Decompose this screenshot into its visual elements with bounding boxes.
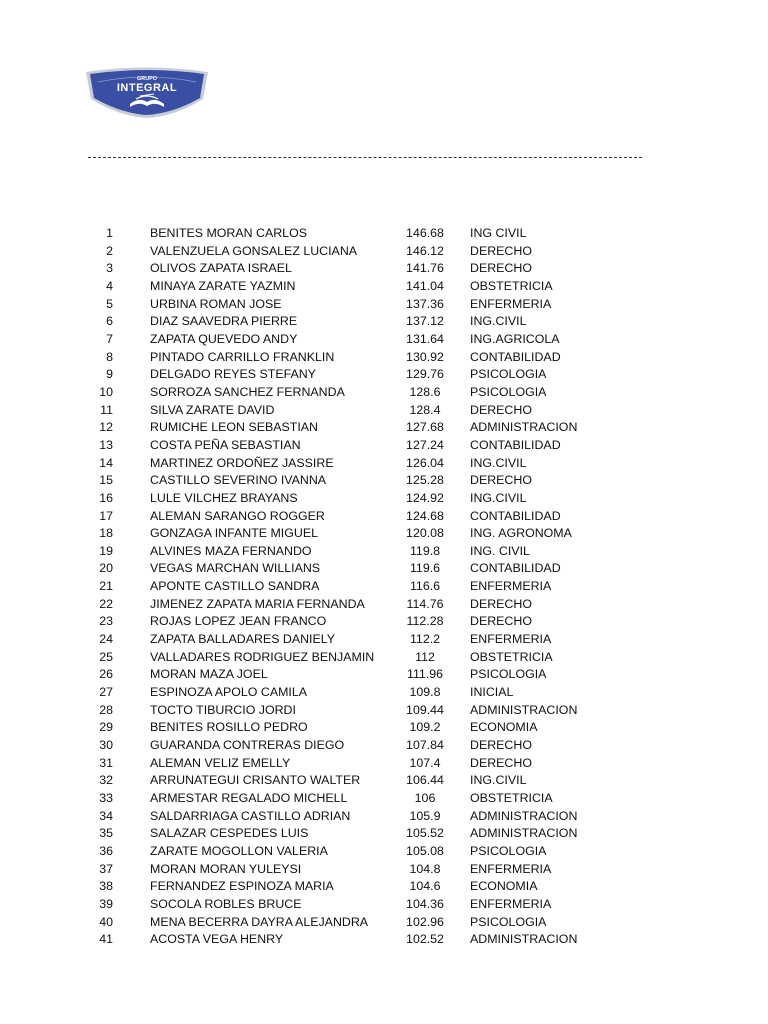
career-cell: PSICOLOGIA (470, 384, 547, 399)
career-cell: PSICOLOGIA (470, 914, 547, 929)
rank-cell: 38 (99, 879, 113, 894)
rank-cell: 23 (99, 614, 113, 629)
results-table (0, 225, 768, 949)
career-cell: ADMINISTRACION (470, 702, 578, 717)
table-row (0, 278, 768, 296)
student-name-cell: GUARANDA CONTRERAS DIEGO (150, 738, 345, 753)
table-row (0, 808, 768, 826)
table-row (0, 419, 768, 437)
rank-cell: 25 (99, 649, 113, 664)
student-name-cell: RUMICHE LEON SEBASTIAN (150, 420, 318, 435)
table-row (0, 384, 768, 402)
rank-cell: 32 (99, 773, 113, 788)
rank-cell: 27 (99, 685, 113, 700)
score-cell: 105.9 (409, 808, 441, 823)
student-name-cell: SALAZAR CESPEDES LUIS (150, 826, 309, 841)
score-cell: 104.36 (406, 896, 444, 911)
career-cell: ING.CIVIL (470, 455, 527, 470)
table-row (0, 649, 768, 667)
rank-cell: 15 (99, 473, 113, 488)
career-cell: ING.AGRICOLA (470, 331, 560, 346)
score-cell: 125.28 (406, 473, 444, 488)
rank-cell: 11 (100, 402, 113, 417)
rank-cell: 2 (106, 243, 113, 258)
career-cell: ADMINISTRACION (470, 932, 578, 947)
rank-cell: 1 (106, 226, 113, 240)
table-row (0, 331, 768, 349)
table-row (0, 755, 768, 773)
score-cell: 104.8 (409, 861, 441, 876)
student-name-cell: SILVA ZARATE DAVID (150, 402, 275, 417)
table-row (0, 402, 768, 420)
table-row (0, 366, 768, 384)
student-name-cell: OLIVOS ZAPATA ISRAEL (150, 261, 292, 276)
student-name-cell: SALDARRIAGA CASTILLO ADRIAN (150, 808, 351, 823)
student-name-cell: MORAN MORAN YULEYSI (150, 861, 302, 876)
student-name-cell: ZAPATA BALLADARES DANIELY (150, 632, 336, 647)
career-cell: ECONOMIA (470, 720, 538, 735)
score-cell: 137.12 (406, 314, 444, 329)
student-name-cell: COSTA PEÑA SEBASTIAN (150, 437, 301, 452)
student-name-cell: MENA BECERRA DAYRA ALEJANDRA (150, 914, 369, 929)
career-cell: ING CIVIL (470, 226, 527, 240)
rank-cell: 14 (99, 455, 113, 470)
table-row (0, 508, 768, 526)
score-cell: 102.52 (406, 932, 444, 947)
career-cell: ADMINISTRACION (470, 420, 578, 435)
score-cell: 116.6 (409, 579, 441, 594)
student-name-cell: LULE VILCHEZ BRAYANS (150, 490, 298, 505)
score-cell: 109.8 (409, 685, 441, 700)
student-name-cell: SOCOLA ROBLES BRUCE (150, 896, 302, 911)
career-cell: ENFERMERIA (470, 296, 552, 311)
career-cell: ENFERMERIA (470, 861, 552, 876)
score-cell: 146.68 (406, 226, 444, 240)
score-cell: 109.44 (406, 702, 444, 717)
rank-cell: 40 (99, 914, 113, 929)
table-row (0, 878, 768, 896)
career-cell: ING. CIVIL (470, 543, 530, 558)
career-cell: ING.CIVIL (470, 773, 527, 788)
table-row (0, 737, 768, 755)
career-cell: OBSTETRICIA (470, 278, 553, 293)
score-cell: 124.92 (406, 490, 444, 505)
student-name-cell: JIMENEZ ZAPATA MARIA FERNANDA (150, 596, 365, 611)
career-cell: DERECHO (470, 243, 532, 258)
table-row (0, 772, 768, 790)
table-row (0, 666, 768, 684)
score-cell: 124.68 (406, 508, 444, 523)
student-name-cell: DIAZ SAAVEDRA PIERRE (150, 314, 298, 329)
career-cell: ENFERMERIA (470, 896, 552, 911)
table-row (0, 719, 768, 737)
career-cell: DERECHO (470, 738, 532, 753)
career-cell: ING.CIVIL (470, 314, 527, 329)
career-cell: INICIAL (470, 685, 514, 700)
career-cell: PSICOLOGIA (470, 667, 547, 682)
rank-cell: 21 (99, 579, 113, 594)
rank-cell: 26 (99, 667, 113, 682)
rank-cell: 30 (99, 738, 113, 753)
table-row (0, 896, 768, 914)
score-cell: 120.08 (406, 526, 444, 541)
student-name-cell: ROJAS LOPEZ JEAN FRANCO (150, 614, 327, 629)
student-name-cell: MARTINEZ ORDOÑEZ JASSIRE (150, 455, 334, 470)
table-row (0, 560, 768, 578)
student-name-cell: CASTILLO SEVERINO IVANNA (150, 473, 327, 488)
rank-cell: 7 (106, 331, 113, 346)
student-name-cell: ACOSTA VEGA HENRY (150, 932, 284, 947)
career-cell: DERECHO (470, 402, 532, 417)
table-row (0, 296, 768, 314)
table-row (0, 790, 768, 808)
table-row (0, 843, 768, 861)
score-cell: 127.24 (406, 437, 444, 452)
dashed-divider (88, 157, 642, 158)
career-cell: CONTABILIDAD (470, 437, 561, 452)
career-cell: CONTABILIDAD (470, 508, 561, 523)
student-name-cell: FERNANDEZ ESPINOZA MARIA (150, 879, 334, 894)
score-cell: 106 (414, 791, 436, 805)
student-name-cell: ZARATE MOGOLLON VALERIA (150, 843, 328, 858)
score-cell: 137.36 (406, 296, 444, 311)
career-cell: DERECHO (470, 755, 532, 770)
career-cell: PSICOLOGIA (470, 367, 547, 382)
student-name-cell: ZAPATA QUEVEDO ANDY (150, 331, 298, 346)
rank-cell: 33 (99, 791, 113, 805)
rank-cell: 19 (99, 543, 113, 558)
score-cell: 130.92 (406, 349, 444, 364)
score-cell: 112.28 (406, 614, 444, 629)
score-cell: 105.08 (406, 843, 444, 858)
score-cell: 141.76 (406, 261, 444, 276)
career-cell: OBSTETRICIA (470, 649, 553, 664)
career-cell: DERECHO (470, 614, 532, 629)
shield-logo-icon (84, 66, 210, 118)
career-cell: ENFERMERIA (470, 579, 552, 594)
rank-cell: 34 (99, 808, 113, 823)
student-name-cell: APONTE CASTILLO SANDRA (150, 579, 320, 594)
score-cell: 112.2 (409, 632, 441, 647)
student-name-cell: ALEMAN SARANGO ROGGER (150, 508, 325, 523)
rank-cell: 10 (99, 384, 113, 399)
rank-cell: 4 (106, 278, 113, 293)
student-name-cell: VALENZUELA GONSALEZ LUCIANA (150, 243, 358, 258)
score-cell: 119.8 (409, 543, 441, 558)
score-cell: 111.96 (406, 667, 444, 682)
score-cell: 105.52 (406, 826, 444, 841)
rank-cell: 20 (99, 561, 113, 576)
rank-cell: 36 (99, 843, 113, 858)
career-cell: ADMINISTRACION (470, 826, 578, 841)
student-name-cell: MINAYA ZARATE YAZMIN (150, 278, 296, 293)
rank-cell: 24 (99, 632, 113, 647)
table-row (0, 684, 768, 702)
table-row (0, 525, 768, 543)
score-cell: 146.12 (406, 243, 444, 258)
career-cell: PSICOLOGIA (470, 843, 547, 858)
score-cell: 119.6 (409, 561, 441, 576)
career-cell: ING.CIVIL (470, 490, 527, 505)
career-cell: OBSTETRICIA (470, 791, 553, 805)
score-cell: 129.76 (406, 367, 444, 382)
student-name-cell: ARRUNATEGUI CRISANTO WALTER (150, 773, 361, 788)
score-cell: 126.04 (406, 455, 444, 470)
rank-cell: 16 (99, 490, 113, 505)
score-cell: 107.4 (409, 755, 441, 770)
career-cell: CONTABILIDAD (470, 349, 561, 364)
table-row (0, 825, 768, 843)
student-name-cell: VALLADARES RODRIGUEZ BENJAMIN (150, 649, 375, 664)
career-cell: CONTABILIDAD (470, 561, 561, 576)
table-row (0, 613, 768, 631)
score-cell: 102.96 (406, 914, 444, 929)
career-cell: DERECHO (470, 473, 532, 488)
table-row (0, 437, 768, 455)
student-name-cell: ESPINOZA APOLO CAMILA (150, 685, 307, 700)
career-cell: ING. AGRONOMA (470, 526, 572, 541)
rank-cell: 35 (99, 826, 113, 841)
student-name-cell: ALEMAN VELIZ EMELLY (150, 755, 291, 770)
student-name-cell: TOCTO TIBURCIO JORDI (150, 702, 296, 717)
table-row (0, 472, 768, 490)
table-row (0, 861, 768, 879)
table-row (0, 631, 768, 649)
logo-main-text: INTEGRAL (116, 82, 178, 94)
table-row (0, 578, 768, 596)
career-cell: ADMINISTRACION (470, 808, 578, 823)
table-row (0, 349, 768, 367)
student-name-cell: ARMESTAR REGALADO MICHELL (150, 791, 348, 805)
student-name-cell: SORROZA SANCHEZ FERNANDA (150, 384, 345, 399)
rank-cell: 31 (99, 755, 113, 770)
rank-cell: 6 (106, 314, 113, 329)
table-row (0, 543, 768, 561)
rank-cell: 28 (99, 702, 113, 717)
score-cell: 131.64 (406, 331, 444, 346)
table-row (0, 931, 768, 949)
score-cell: 104.6 (409, 879, 441, 894)
table-row (0, 914, 768, 932)
score-cell: 128.6 (409, 384, 441, 399)
rank-cell: 5 (106, 296, 113, 311)
score-cell: 128.4 (409, 402, 441, 417)
student-name-cell: ALVINES MAZA FERNANDO (150, 543, 312, 558)
rank-cell: 13 (99, 437, 113, 452)
score-cell: 112 (415, 649, 435, 664)
rank-cell: 37 (99, 861, 113, 876)
student-name-cell: PINTADO CARRILLO FRANKLIN (150, 349, 335, 364)
rank-cell: 12 (99, 420, 113, 435)
table-row (0, 596, 768, 614)
student-name-cell: BENITES MORAN CARLOS (150, 226, 307, 240)
score-cell: 141.04 (406, 278, 444, 293)
rank-cell: 29 (99, 720, 113, 735)
rank-cell: 8 (106, 349, 113, 364)
rank-cell: 3 (106, 261, 113, 276)
career-cell: ECONOMIA (470, 879, 538, 894)
rank-cell: 9 (106, 367, 113, 382)
career-cell: DERECHO (470, 596, 532, 611)
score-cell: 127.68 (406, 420, 444, 435)
table-row (0, 243, 768, 261)
table-row (0, 225, 768, 243)
career-cell: DERECHO (470, 261, 532, 276)
score-cell: 114.76 (406, 596, 444, 611)
table-row (0, 490, 768, 508)
logo-top-text: GRUPO (136, 76, 158, 82)
student-name-cell: VEGAS MARCHAN WILLIANS (150, 561, 321, 576)
rank-cell: 39 (99, 896, 113, 911)
rank-cell: 18 (99, 526, 113, 541)
score-cell: 109.2 (409, 720, 441, 735)
student-name-cell: URBINA ROMAN JOSE (150, 296, 282, 311)
student-name-cell: MORAN MAZA JOEL (150, 667, 268, 682)
results-table-body (0, 225, 768, 949)
student-name-cell: DELGADO REYES STEFANY (150, 367, 316, 382)
student-name-cell: GONZAGA INFANTE MIGUEL (150, 526, 318, 541)
student-name-cell: BENITES ROSILLO PEDRO (150, 720, 308, 735)
integral-logo (84, 66, 210, 118)
table-row (0, 313, 768, 331)
rank-cell: 41 (99, 932, 113, 947)
table-row (0, 702, 768, 720)
rank-cell: 22 (99, 596, 113, 611)
career-cell: ENFERMERIA (470, 632, 552, 647)
rank-cell: 17 (99, 508, 113, 523)
table-row (0, 455, 768, 473)
table-row (0, 260, 768, 278)
score-cell: 106.44 (406, 773, 444, 788)
score-cell: 107.84 (406, 738, 444, 753)
